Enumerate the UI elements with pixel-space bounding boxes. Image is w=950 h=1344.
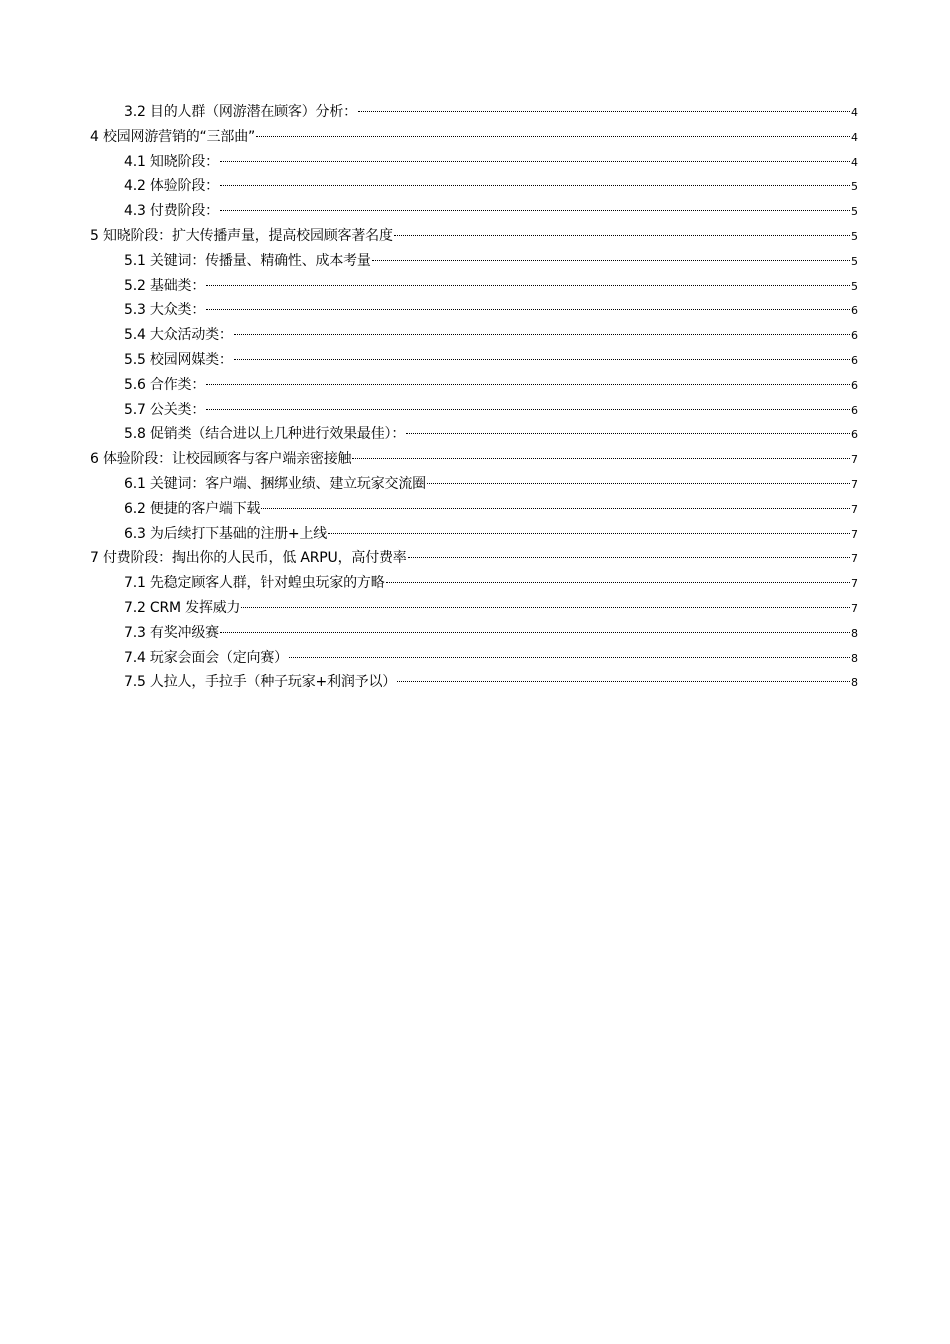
toc-entry-page-number: 5 xyxy=(851,254,858,268)
dot-leader xyxy=(220,161,850,162)
toc-entry-title: 5 知晓阶段：扩大传播声量，提高校园顾客著名度 xyxy=(90,227,393,244)
toc-entry-page-number: 7 xyxy=(851,527,858,541)
toc-entry[interactable] xyxy=(90,497,858,522)
dot-leader xyxy=(220,632,850,633)
dot-leader xyxy=(206,309,850,310)
toc-entry[interactable] xyxy=(90,323,858,348)
toc-entry-page-number: 8 xyxy=(851,651,858,665)
toc-entry-title: 7.1 先稳定顾客人群，针对蝗虫玩家的方略 xyxy=(124,575,385,592)
dot-leader xyxy=(206,285,850,286)
toc-entry-page-number: 7 xyxy=(851,453,858,467)
dot-leader xyxy=(206,384,850,385)
toc-entry-page-number: 7 xyxy=(851,477,858,491)
toc-entry[interactable] xyxy=(90,398,858,423)
toc-entry[interactable] xyxy=(90,150,858,175)
toc-entry-page-number: 6 xyxy=(851,403,858,417)
toc-entry[interactable] xyxy=(90,298,858,323)
toc-entry-page-number: 5 xyxy=(851,180,858,194)
toc-entry-title: 5.7 公关类： xyxy=(124,401,206,418)
dot-leader xyxy=(408,557,850,558)
toc-entry-page-number: 7 xyxy=(851,502,858,516)
toc-entry-title: 6.3 为后续打下基础的注册+上线 xyxy=(124,525,328,542)
toc-entry-title: 7.2 CRM 发挥威力 xyxy=(124,599,241,616)
toc-entry-title: 4.3 付费阶段： xyxy=(124,203,219,220)
toc-entry[interactable] xyxy=(90,596,858,621)
toc-entry-page-number: 6 xyxy=(851,378,858,392)
toc-entry-title: 5.1 关键词：传播量、精确性、成本考量 xyxy=(124,252,371,269)
toc-entry-page-number: 7 xyxy=(851,577,858,591)
toc-entry-title: 4 校园网游营销的“三部曲” xyxy=(90,128,256,145)
dot-leader xyxy=(372,260,850,261)
dot-leader xyxy=(352,458,850,459)
dot-leader xyxy=(328,533,850,534)
toc-entry[interactable] xyxy=(90,125,858,150)
toc-entry-title: 5.5 校园网媒类： xyxy=(124,351,233,368)
dot-leader xyxy=(234,359,850,360)
toc-entry[interactable] xyxy=(90,348,858,373)
toc-entry-title: 7.5 人拉人，手拉手（种子玩家+利润予以） xyxy=(124,674,397,691)
toc-entry[interactable] xyxy=(90,522,858,547)
toc-entry-page-number: 5 xyxy=(851,229,858,243)
toc-entry-title: 5.3 大众类： xyxy=(124,302,206,319)
toc-entry-title: 4.2 体验阶段： xyxy=(124,178,219,195)
toc-entry[interactable] xyxy=(90,546,858,571)
toc-entry[interactable] xyxy=(90,670,858,695)
toc-entry[interactable] xyxy=(90,249,858,274)
dot-leader xyxy=(261,508,850,509)
table-of-contents xyxy=(90,100,858,695)
toc-entry-title: 4.1 知晓阶段： xyxy=(124,153,219,170)
toc-entry[interactable] xyxy=(90,174,858,199)
toc-entry-title: 6.1 关键词：客户端、捆绑业绩、建立玩家交流圈 xyxy=(124,475,426,492)
toc-entry[interactable] xyxy=(90,447,858,472)
toc-entry-page-number: 6 xyxy=(851,304,858,318)
dot-leader xyxy=(289,657,850,658)
dot-leader xyxy=(427,483,850,484)
toc-entry-page-number: 7 xyxy=(851,601,858,615)
toc-entry-title: 5.8 促销类（结合进以上几种进行效果最佳）： xyxy=(124,426,406,443)
toc-entry[interactable] xyxy=(90,646,858,671)
toc-entry-title: 7.4 玩家会面会（定向赛） xyxy=(124,649,288,666)
dot-leader xyxy=(234,334,850,335)
toc-entry-page-number: 6 xyxy=(851,329,858,343)
toc-entry[interactable] xyxy=(90,472,858,497)
toc-entry-title: 7 付费阶段：掏出你的人民币，低 ARPU，高付费率 xyxy=(90,550,407,567)
dot-leader xyxy=(241,607,850,608)
toc-entry[interactable] xyxy=(90,100,858,125)
toc-entry-page-number: 4 xyxy=(851,130,858,144)
toc-entry-page-number: 6 xyxy=(851,353,858,367)
toc-entry-page-number: 4 xyxy=(851,155,858,169)
toc-entry-page-number: 7 xyxy=(851,552,858,566)
toc-entry[interactable] xyxy=(90,199,858,224)
dot-leader xyxy=(220,185,850,186)
dot-leader xyxy=(220,210,850,211)
toc-entry[interactable] xyxy=(90,571,858,596)
dot-leader xyxy=(256,136,850,137)
toc-entry[interactable] xyxy=(90,274,858,299)
toc-entry-page-number: 5 xyxy=(851,279,858,293)
toc-entry-title: 7.3 有奖冲级赛 xyxy=(124,624,219,641)
toc-entry-title: 3.2 目的人群（网游潜在顾客）分析： xyxy=(124,104,357,120)
toc-entry-page-number: 8 xyxy=(851,676,858,690)
dot-leader xyxy=(406,433,850,434)
toc-entry-page-number: 6 xyxy=(851,428,858,442)
dot-leader xyxy=(397,681,850,682)
dot-leader xyxy=(358,111,850,112)
toc-entry-title: 5.2 基础类： xyxy=(124,277,206,294)
toc-entry-title: 6.2 便捷的客户端下载 xyxy=(124,500,261,517)
toc-entry-title: 6 体验阶段：让校园顾客与客户端亲密接触 xyxy=(90,451,352,468)
toc-entry[interactable] xyxy=(90,373,858,398)
toc-entry[interactable] xyxy=(90,224,858,249)
toc-entry[interactable] xyxy=(90,422,858,447)
toc-entry-title: 5.4 大众活动类： xyxy=(124,327,233,344)
toc-entry[interactable] xyxy=(90,621,858,646)
toc-entry-page-number: 8 xyxy=(851,626,858,640)
dot-leader xyxy=(206,409,850,410)
toc-entry-page-number: 5 xyxy=(851,205,858,219)
toc-entry-title: 5.6 合作类： xyxy=(124,376,206,393)
dot-leader xyxy=(394,235,850,236)
toc-entry-page-number: 4 xyxy=(851,106,858,119)
dot-leader xyxy=(386,582,850,583)
